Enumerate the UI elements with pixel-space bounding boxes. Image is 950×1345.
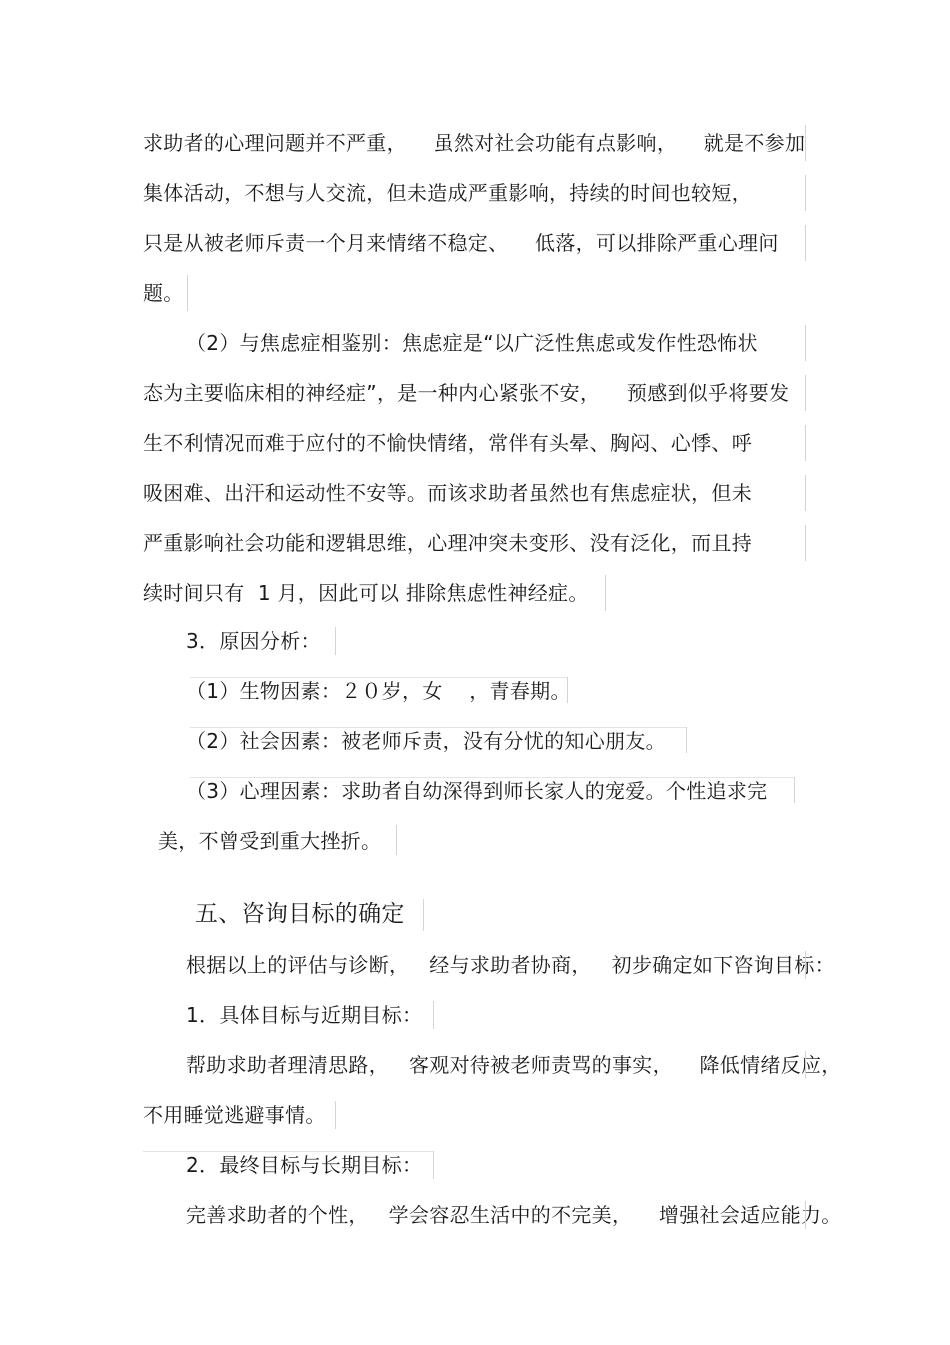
paragraph-line: 续时间只有 1 月，因此可以 排除焦虑性神经症。: [143, 581, 589, 605]
divider: [805, 375, 806, 411]
divider: [335, 627, 336, 655]
divider: [805, 175, 806, 211]
paragraph-line: 只是从被老师斥责一个月来情绪不稳定、 低落，可以排除严重心理问: [143, 231, 779, 255]
divider: [805, 475, 806, 511]
paragraph-line: 严重影响社会功能和逻辑思维，心理冲突未变形、没有泛化，而且持: [143, 531, 752, 555]
paragraph-line: 美，不曾受到重大挫折。: [158, 829, 382, 853]
section-subheading: 2．最终目标与长期目标：: [186, 1153, 423, 1177]
divider: [805, 425, 806, 461]
divider: [686, 727, 687, 753]
list-item: （2）社会因素：被老师斥责，没有分忧的知心朋友。: [186, 729, 666, 753]
paragraph-line: 生不利情况而难于应付的不愉快情绪，常伴有头晕、胸闷、心悸、呼: [143, 431, 752, 455]
paragraph-line: 题。: [143, 281, 184, 305]
section-subheading: 1．具体目标与近期目标：: [186, 1003, 423, 1027]
paragraph-line: （2）与焦虑症相鉴别：焦虑症是“以广泛性焦虑或发作性恐怖状: [186, 331, 758, 355]
divider: [567, 677, 568, 703]
divider: [805, 325, 806, 361]
paragraph-line: 不用睡觉逃避事情。: [143, 1103, 326, 1127]
divider: [805, 951, 806, 979]
divider: [423, 899, 424, 931]
divider: [433, 1001, 434, 1029]
paragraph-line: 求助者的心理问题并不严重， 虽然对社会功能有点影响， 就是不参加: [143, 131, 806, 155]
paragraph-line: 帮助求助者理清思路， 客观对待被老师责骂的事实， 降低情绪反应，: [186, 1053, 842, 1077]
paragraph-line: 完善求助者的个性， 学会容忍生活中的不完美， 增强社会适应能力。: [186, 1203, 842, 1227]
divider: [805, 225, 806, 261]
section-heading: 五、咨询目标的确定: [195, 901, 405, 927]
divider: [190, 677, 567, 678]
paragraph-line: 态为主要临床相的神经症”，是一种内心紧张不安， 预感到似乎将要发: [143, 381, 790, 405]
divider: [396, 825, 397, 855]
divider: [805, 125, 806, 161]
divider: [143, 1151, 433, 1152]
list-item: （1）生物因素：２０岁，女 ，青春期。: [186, 679, 571, 703]
divider: [605, 575, 606, 611]
divider: [805, 525, 806, 561]
divider: [190, 777, 794, 778]
paragraph-line: 集体活动，不想与人交流，但未造成严重影响，持续的时间也较短，: [143, 181, 752, 205]
paragraph-line: 根据以上的评估与诊断， 经与求助者协商， 初步确定如下咨询目标：: [186, 953, 835, 977]
section-subheading: 3．原因分析：: [186, 629, 321, 653]
divider: [335, 1101, 336, 1129]
paragraph-line: 吸困难、出汗和运动性不安等。而该求助者虽然也有焦虑症状，但未: [143, 481, 752, 505]
divider: [190, 727, 686, 728]
divider: [805, 1201, 806, 1229]
divider: [187, 275, 188, 311]
list-item: （3）心理因素：求助者自幼深得到师长家人的宠爱。个性追求完: [186, 779, 768, 803]
divider: [794, 777, 795, 803]
divider: [433, 1151, 434, 1179]
divider: [805, 1051, 806, 1079]
